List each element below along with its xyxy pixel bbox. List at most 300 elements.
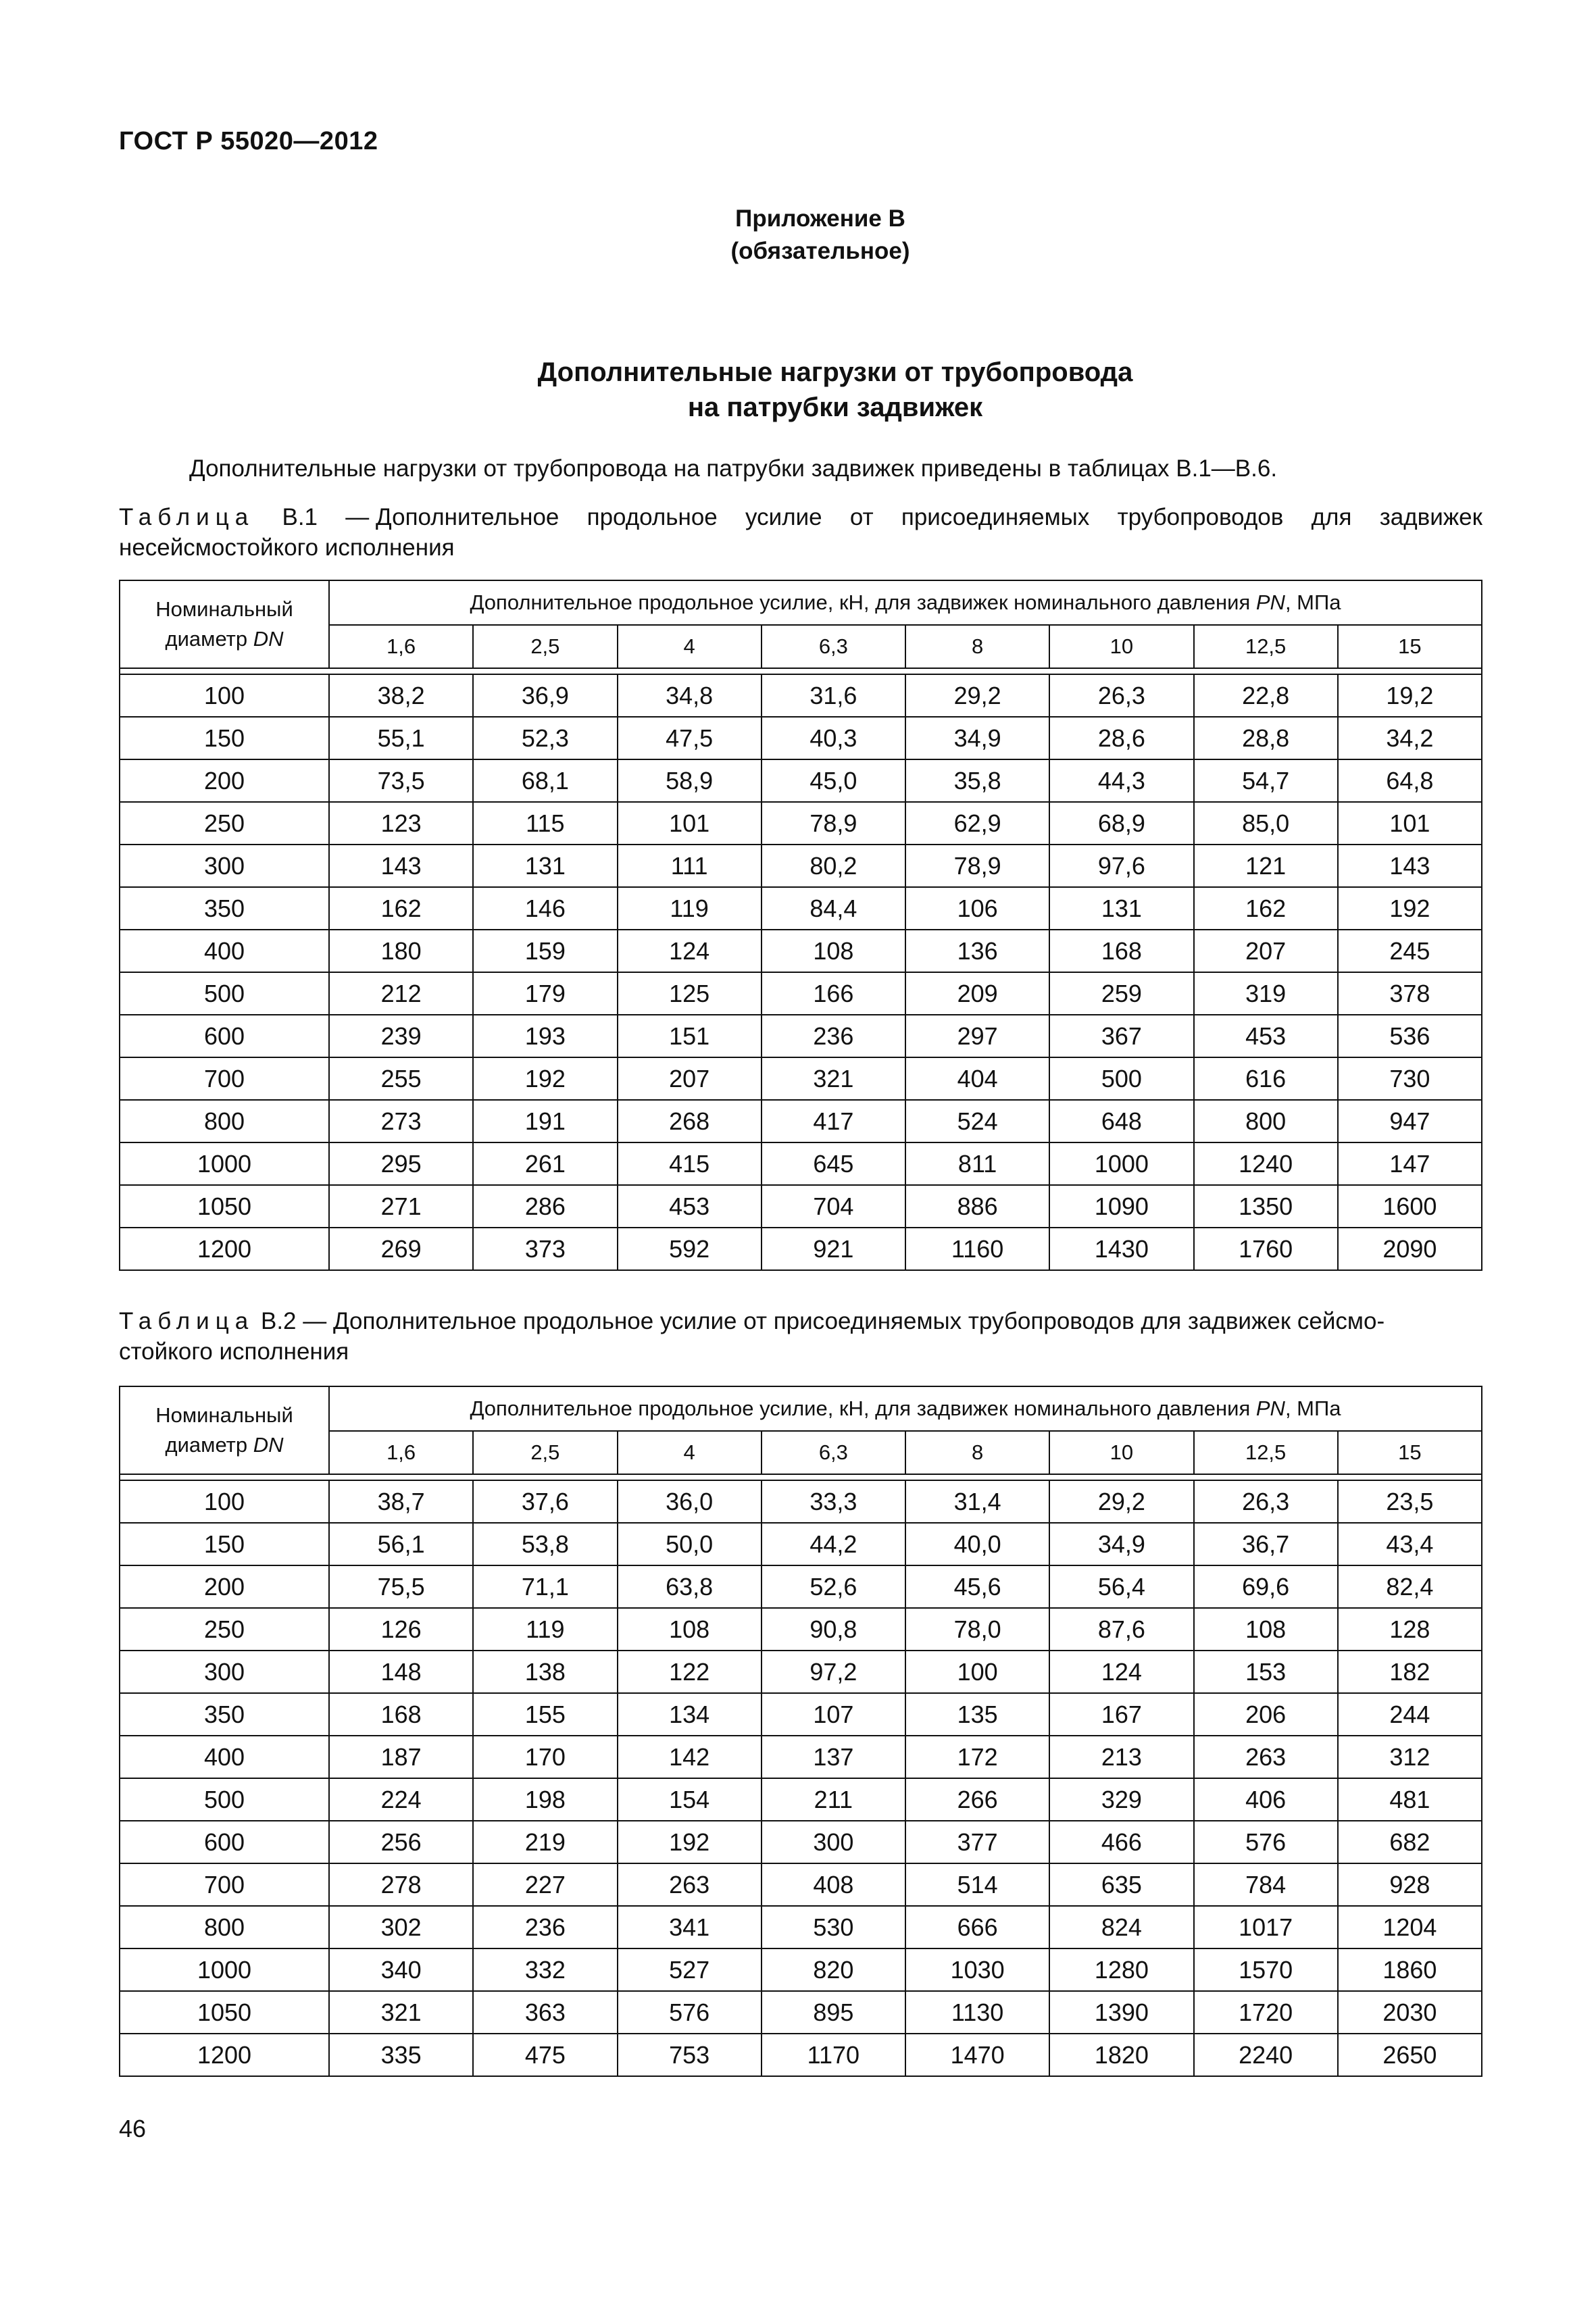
value-cell: 97,2	[762, 1651, 905, 1693]
caption-number: В.2	[260, 1308, 297, 1334]
caption-label: Таблица	[119, 1308, 255, 1334]
group-header-unit: , МПа	[1285, 1397, 1341, 1420]
value-cell: 122	[618, 1651, 762, 1693]
value-cell: 2650	[1338, 2034, 1482, 2076]
value-cell: 1240	[1194, 1142, 1338, 1185]
value-cell: 69,6	[1194, 1565, 1338, 1608]
value-cell: 1570	[1194, 1948, 1338, 1991]
value-cell: 85,0	[1194, 802, 1338, 845]
value-cell: 514	[905, 1863, 1049, 1906]
value-cell: 167	[1049, 1693, 1193, 1736]
pressure-header-cell: 15	[1338, 1431, 1482, 1474]
value-cell: 26,3	[1194, 1480, 1338, 1523]
value-cell: 648	[1049, 1100, 1193, 1142]
dn-cell: 250	[120, 802, 329, 845]
value-cell: 168	[1049, 930, 1193, 972]
value-cell: 576	[1194, 1821, 1338, 1863]
table-row	[120, 1523, 1482, 1565]
value-cell: 682	[1338, 1821, 1482, 1863]
page-number: 46	[119, 2115, 147, 2142]
table-row	[120, 1057, 1482, 1100]
value-cell: 68,1	[473, 759, 617, 802]
value-cell: 36,9	[473, 674, 617, 717]
table-caption-2-line2: стойкого исполнения	[119, 1338, 349, 1365]
value-cell: 321	[762, 1057, 905, 1100]
value-cell: 895	[762, 1991, 905, 2034]
value-cell: 78,9	[905, 845, 1049, 887]
value-cell: 263	[1194, 1736, 1338, 1778]
value-cell: 82,4	[1338, 1565, 1482, 1608]
value-cell: 37,6	[473, 1480, 617, 1523]
value-cell: 453	[1194, 1015, 1338, 1057]
value-cell: 143	[329, 845, 473, 887]
value-cell: 101	[1338, 802, 1482, 845]
value-cell: 592	[618, 1228, 762, 1270]
value-cell: 22,8	[1194, 674, 1338, 717]
value-cell: 124	[618, 930, 762, 972]
value-cell: 191	[473, 1100, 617, 1142]
value-cell: 111	[618, 845, 762, 887]
pressure-group-header	[329, 580, 1482, 625]
caption-word: для	[1311, 504, 1352, 530]
value-cell: 125	[618, 972, 762, 1015]
value-cell: 524	[905, 1100, 1049, 1142]
value-cell: 52,6	[762, 1565, 905, 1608]
value-cell: 730	[1338, 1057, 1482, 1100]
value-cell: 56,1	[329, 1523, 473, 1565]
value-cell: 28,6	[1049, 717, 1193, 759]
value-cell: 172	[905, 1736, 1049, 1778]
value-cell: 50,0	[618, 1523, 762, 1565]
value-cell: 219	[473, 1821, 617, 1863]
value-cell: 36,0	[618, 1480, 762, 1523]
value-cell: 1430	[1049, 1228, 1193, 1270]
value-cell: 259	[1049, 972, 1193, 1015]
dn-cell: 500	[120, 1778, 329, 1821]
value-cell: 239	[329, 1015, 473, 1057]
pressure-header-cell: 12,5	[1194, 625, 1338, 668]
table-caption-2	[119, 1306, 1482, 1367]
value-cell: 192	[473, 1057, 617, 1100]
value-cell: 147	[1338, 1142, 1482, 1185]
dn-cell: 1200	[120, 1228, 329, 1270]
value-cell: 23,5	[1338, 1480, 1482, 1523]
value-cell: 206	[1194, 1693, 1338, 1736]
value-cell: 212	[329, 972, 473, 1015]
caption-word: присоединяемых	[901, 504, 1090, 530]
pressure-header-cell: 4	[618, 1431, 762, 1474]
value-cell: 40,3	[762, 717, 905, 759]
table-caption-2-line1	[119, 1306, 1482, 1336]
value-cell: 2030	[1338, 1991, 1482, 2034]
value-cell: 80,2	[762, 845, 905, 887]
dn-cell: 400	[120, 930, 329, 972]
value-cell: 255	[329, 1057, 473, 1100]
value-cell: 131	[473, 845, 617, 887]
dn-header-line1: Номинальный	[155, 1403, 293, 1427]
table-row	[120, 845, 1482, 887]
value-cell: 45,0	[762, 759, 905, 802]
group-header-var: PN	[1255, 1397, 1285, 1420]
value-cell: 1204	[1338, 1906, 1482, 1948]
dn-cell: 350	[120, 1693, 329, 1736]
dn-cell: 700	[120, 1057, 329, 1100]
value-cell: 373	[473, 1228, 617, 1270]
value-cell: 1017	[1194, 1906, 1338, 1948]
value-cell: 34,9	[1049, 1523, 1193, 1565]
value-cell: 475	[473, 2034, 617, 2076]
table-row	[120, 1185, 1482, 1228]
value-cell: 153	[1194, 1651, 1338, 1693]
value-cell: 31,6	[762, 674, 905, 717]
value-cell: 53,8	[473, 1523, 617, 1565]
value-cell: 500	[1049, 1057, 1193, 1100]
group-header-text: Дополнительное продольное усилие, кН, для задвижек номинального давления	[470, 1397, 1256, 1420]
pressure-header-cell: 8	[905, 1431, 1049, 1474]
dn-header-var: DN	[253, 1433, 284, 1457]
value-cell: 168	[329, 1693, 473, 1736]
value-cell: 34,9	[905, 717, 1049, 759]
caption-text: — Дополнительное продольное усилие от присоединяемых трубопроводов для задвижек сейсмо-	[296, 1308, 1385, 1334]
value-cell: 36,7	[1194, 1523, 1338, 1565]
dn-cell: 200	[120, 1565, 329, 1608]
value-cell: 1470	[905, 2034, 1049, 2076]
value-cell: 44,3	[1049, 759, 1193, 802]
value-cell: 1130	[905, 1991, 1049, 2034]
value-cell: 180	[329, 930, 473, 972]
value-cell: 29,2	[905, 674, 1049, 717]
value-cell: 236	[762, 1015, 905, 1057]
value-cell: 536	[1338, 1015, 1482, 1057]
value-cell: 90,8	[762, 1608, 905, 1651]
value-cell: 137	[762, 1736, 905, 1778]
value-cell: 921	[762, 1228, 905, 1270]
dn-cell: 200	[120, 759, 329, 802]
section-title-line2: на патрубки задвижек	[687, 393, 983, 422]
value-cell: 28,8	[1194, 717, 1338, 759]
value-cell: 415	[618, 1142, 762, 1185]
table-row	[120, 2034, 1482, 2076]
value-cell: 263	[618, 1863, 762, 1906]
value-cell: 1820	[1049, 2034, 1193, 2076]
value-cell: 824	[1049, 1906, 1193, 1948]
value-cell: 64,8	[1338, 759, 1482, 802]
value-cell: 332	[473, 1948, 617, 1991]
value-cell: 286	[473, 1185, 617, 1228]
document-code: ГОСТ Р 55020—2012	[119, 127, 378, 155]
value-cell: 300	[762, 1821, 905, 1863]
header-separator	[120, 668, 1482, 674]
value-cell: 108	[762, 930, 905, 972]
pressure-header-cell: 6,3	[762, 625, 905, 668]
value-cell: 134	[618, 1693, 762, 1736]
value-cell: 107	[762, 1693, 905, 1736]
dn-cell: 1000	[120, 1948, 329, 1991]
value-cell: 1000	[1049, 1142, 1193, 1185]
table-row	[120, 972, 1482, 1015]
dn-cell: 500	[120, 972, 329, 1015]
dn-header-line2: диаметр	[165, 627, 253, 651]
table-row	[120, 1991, 1482, 2034]
table-row	[120, 887, 1482, 930]
value-cell: 378	[1338, 972, 1482, 1015]
dn-cell: 1050	[120, 1991, 329, 2034]
table-body	[120, 674, 1482, 1270]
caption-label: Таблица	[119, 504, 255, 530]
value-cell: 97,6	[1049, 845, 1193, 887]
table-row	[120, 1608, 1482, 1651]
value-cell: 198	[473, 1778, 617, 1821]
value-cell: 56,4	[1049, 1565, 1193, 1608]
value-cell: 193	[473, 1015, 617, 1057]
value-cell: 58,9	[618, 759, 762, 802]
value-cell: 135	[905, 1693, 1049, 1736]
pressure-header-cell: 10	[1049, 625, 1193, 668]
value-cell: 2240	[1194, 2034, 1338, 2076]
value-cell: 820	[762, 1948, 905, 1991]
group-header-unit: , МПа	[1285, 590, 1341, 614]
value-cell: 182	[1338, 1651, 1482, 1693]
value-cell: 404	[905, 1057, 1049, 1100]
value-cell: 1030	[905, 1948, 1049, 1991]
dn-column-header	[120, 580, 329, 668]
table-row	[120, 1142, 1482, 1185]
value-cell: 154	[618, 1778, 762, 1821]
dn-cell: 700	[120, 1863, 329, 1906]
value-cell: 273	[329, 1100, 473, 1142]
value-cell: 335	[329, 2034, 473, 2076]
caption-word: — Дополнительное	[345, 504, 559, 530]
table-row	[120, 1778, 1482, 1821]
intro-paragraph: Дополнительные нагрузки от трубопровода на патрубки задвижек приведены в таблицах В.1—В.6.	[189, 455, 1278, 482]
value-cell: 43,4	[1338, 1523, 1482, 1565]
dn-cell: 1050	[120, 1185, 329, 1228]
table-row	[120, 759, 1482, 802]
dn-header-line1: Номинальный	[155, 597, 293, 621]
table-row	[120, 1821, 1482, 1863]
caption-word: задвижек	[1379, 504, 1482, 530]
value-cell: 466	[1049, 1821, 1193, 1863]
table-caption-1	[119, 502, 1482, 563]
dn-cell: 300	[120, 845, 329, 887]
value-cell: 2090	[1338, 1228, 1482, 1270]
table-row	[120, 1100, 1482, 1142]
table-row	[120, 674, 1482, 717]
dn-cell: 1000	[120, 1142, 329, 1185]
pressure-header-cell: 4	[618, 625, 762, 668]
value-cell: 126	[329, 1608, 473, 1651]
value-cell: 1390	[1049, 1991, 1193, 2034]
value-cell: 31,4	[905, 1480, 1049, 1523]
value-cell: 811	[905, 1142, 1049, 1185]
dn-cell: 300	[120, 1651, 329, 1693]
value-cell: 406	[1194, 1778, 1338, 1821]
value-cell: 481	[1338, 1778, 1482, 1821]
value-cell: 34,2	[1338, 717, 1482, 759]
value-cell: 159	[473, 930, 617, 972]
value-cell: 319	[1194, 972, 1338, 1015]
dn-cell: 250	[120, 1608, 329, 1651]
dn-column-header	[120, 1386, 329, 1474]
pressure-header-cell: 8	[905, 625, 1049, 668]
value-cell: 1090	[1049, 1185, 1193, 1228]
value-cell: 136	[905, 930, 1049, 972]
value-cell: 143	[1338, 845, 1482, 887]
value-cell: 47,5	[618, 717, 762, 759]
section-title-line1: Дополнительные нагрузки от трубопровода	[537, 357, 1133, 387]
table-row	[120, 1228, 1482, 1270]
value-cell: 40,0	[905, 1523, 1049, 1565]
value-cell: 256	[329, 1821, 473, 1863]
table-row	[120, 717, 1482, 759]
value-cell: 211	[762, 1778, 905, 1821]
table-row	[120, 930, 1482, 972]
table-row	[120, 1480, 1482, 1523]
value-cell: 784	[1194, 1863, 1338, 1906]
caption-word: трубопроводов	[1117, 504, 1284, 530]
table-row	[120, 1736, 1482, 1778]
value-cell: 29,2	[1049, 1480, 1193, 1523]
pressure-header-cell: 15	[1338, 625, 1482, 668]
value-cell: 266	[905, 1778, 1049, 1821]
dn-cell: 350	[120, 887, 329, 930]
value-cell: 207	[1194, 930, 1338, 972]
value-cell: 271	[329, 1185, 473, 1228]
load-table-1	[119, 580, 1482, 1271]
value-cell: 138	[473, 1651, 617, 1693]
pressure-header-cell: 6,3	[762, 1431, 905, 1474]
value-cell: 1600	[1338, 1185, 1482, 1228]
value-cell: 26,3	[1049, 674, 1193, 717]
load-table-2	[119, 1386, 1482, 2077]
value-cell: 62,9	[905, 802, 1049, 845]
value-cell: 108	[1194, 1608, 1338, 1651]
pressure-header-cell: 1,6	[329, 625, 473, 668]
table-row	[120, 1948, 1482, 1991]
value-cell: 119	[473, 1608, 617, 1651]
value-cell: 377	[905, 1821, 1049, 1863]
value-cell: 261	[473, 1142, 617, 1185]
value-cell: 1350	[1194, 1185, 1338, 1228]
value-cell: 101	[618, 802, 762, 845]
dn-cell: 150	[120, 1523, 329, 1565]
value-cell: 71,1	[473, 1565, 617, 1608]
value-cell: 131	[1049, 887, 1193, 930]
value-cell: 192	[618, 1821, 762, 1863]
value-cell: 124	[1049, 1651, 1193, 1693]
value-cell: 75,5	[329, 1565, 473, 1608]
value-cell: 73,5	[329, 759, 473, 802]
pressure-header-cell: 10	[1049, 1431, 1193, 1474]
value-cell: 1160	[905, 1228, 1049, 1270]
value-cell: 121	[1194, 845, 1338, 887]
value-cell: 45,6	[905, 1565, 1049, 1608]
value-cell: 170	[473, 1736, 617, 1778]
value-cell: 928	[1338, 1863, 1482, 1906]
value-cell: 209	[905, 972, 1049, 1015]
table-row	[120, 1863, 1482, 1906]
value-cell: 408	[762, 1863, 905, 1906]
value-cell: 224	[329, 1778, 473, 1821]
dn-cell: 600	[120, 1821, 329, 1863]
table-body	[120, 1480, 1482, 2076]
appendix-title: Приложение В	[735, 205, 905, 232]
value-cell: 244	[1338, 1693, 1482, 1736]
value-cell: 115	[473, 802, 617, 845]
value-cell: 453	[618, 1185, 762, 1228]
value-cell: 44,2	[762, 1523, 905, 1565]
section-title	[0, 355, 1596, 425]
value-cell: 35,8	[905, 759, 1049, 802]
table-row	[120, 1015, 1482, 1057]
value-cell: 162	[1194, 887, 1338, 930]
value-cell: 527	[618, 1948, 762, 1991]
value-cell: 329	[1049, 1778, 1193, 1821]
value-cell: 78,0	[905, 1608, 1049, 1651]
value-cell: 530	[762, 1906, 905, 1948]
appendix-status: (обязательное)	[730, 238, 910, 264]
dn-cell: 600	[120, 1015, 329, 1057]
value-cell: 227	[473, 1863, 617, 1906]
value-cell: 166	[762, 972, 905, 1015]
value-cell: 179	[473, 972, 617, 1015]
group-header-var: PN	[1255, 590, 1285, 614]
value-cell: 87,6	[1049, 1608, 1193, 1651]
value-cell: 312	[1338, 1736, 1482, 1778]
value-cell: 367	[1049, 1015, 1193, 1057]
value-cell: 297	[905, 1015, 1049, 1057]
value-cell: 1720	[1194, 1991, 1338, 2034]
value-cell: 302	[329, 1906, 473, 1948]
value-cell: 295	[329, 1142, 473, 1185]
value-cell: 576	[618, 1991, 762, 2034]
value-cell: 142	[618, 1736, 762, 1778]
value-cell: 207	[618, 1057, 762, 1100]
table-row	[120, 1906, 1482, 1948]
value-cell: 947	[1338, 1100, 1482, 1142]
value-cell: 108	[618, 1608, 762, 1651]
value-cell: 155	[473, 1693, 617, 1736]
value-cell: 119	[618, 887, 762, 930]
value-cell: 321	[329, 1991, 473, 2034]
table-row	[120, 1651, 1482, 1693]
value-cell: 269	[329, 1228, 473, 1270]
value-cell: 245	[1338, 930, 1482, 972]
dn-cell: 100	[120, 674, 329, 717]
value-cell: 34,8	[618, 674, 762, 717]
value-cell: 192	[1338, 887, 1482, 930]
value-cell: 341	[618, 1906, 762, 1948]
value-cell: 151	[618, 1015, 762, 1057]
value-cell: 340	[329, 1948, 473, 1991]
value-cell: 68,9	[1049, 802, 1193, 845]
value-cell: 800	[1194, 1100, 1338, 1142]
value-cell: 78,9	[762, 802, 905, 845]
value-cell: 55,1	[329, 717, 473, 759]
dn-header-var: DN	[253, 627, 284, 651]
dn-cell: 150	[120, 717, 329, 759]
value-cell: 886	[905, 1185, 1049, 1228]
value-cell: 1760	[1194, 1228, 1338, 1270]
header-separator	[120, 1474, 1482, 1480]
value-cell: 666	[905, 1906, 1049, 1948]
value-cell: 645	[762, 1142, 905, 1185]
value-cell: 635	[1049, 1863, 1193, 1906]
pressure-header-cell: 2,5	[473, 625, 617, 668]
table-row	[120, 1565, 1482, 1608]
table-row	[120, 1693, 1482, 1736]
caption-word: усилие	[745, 504, 822, 530]
